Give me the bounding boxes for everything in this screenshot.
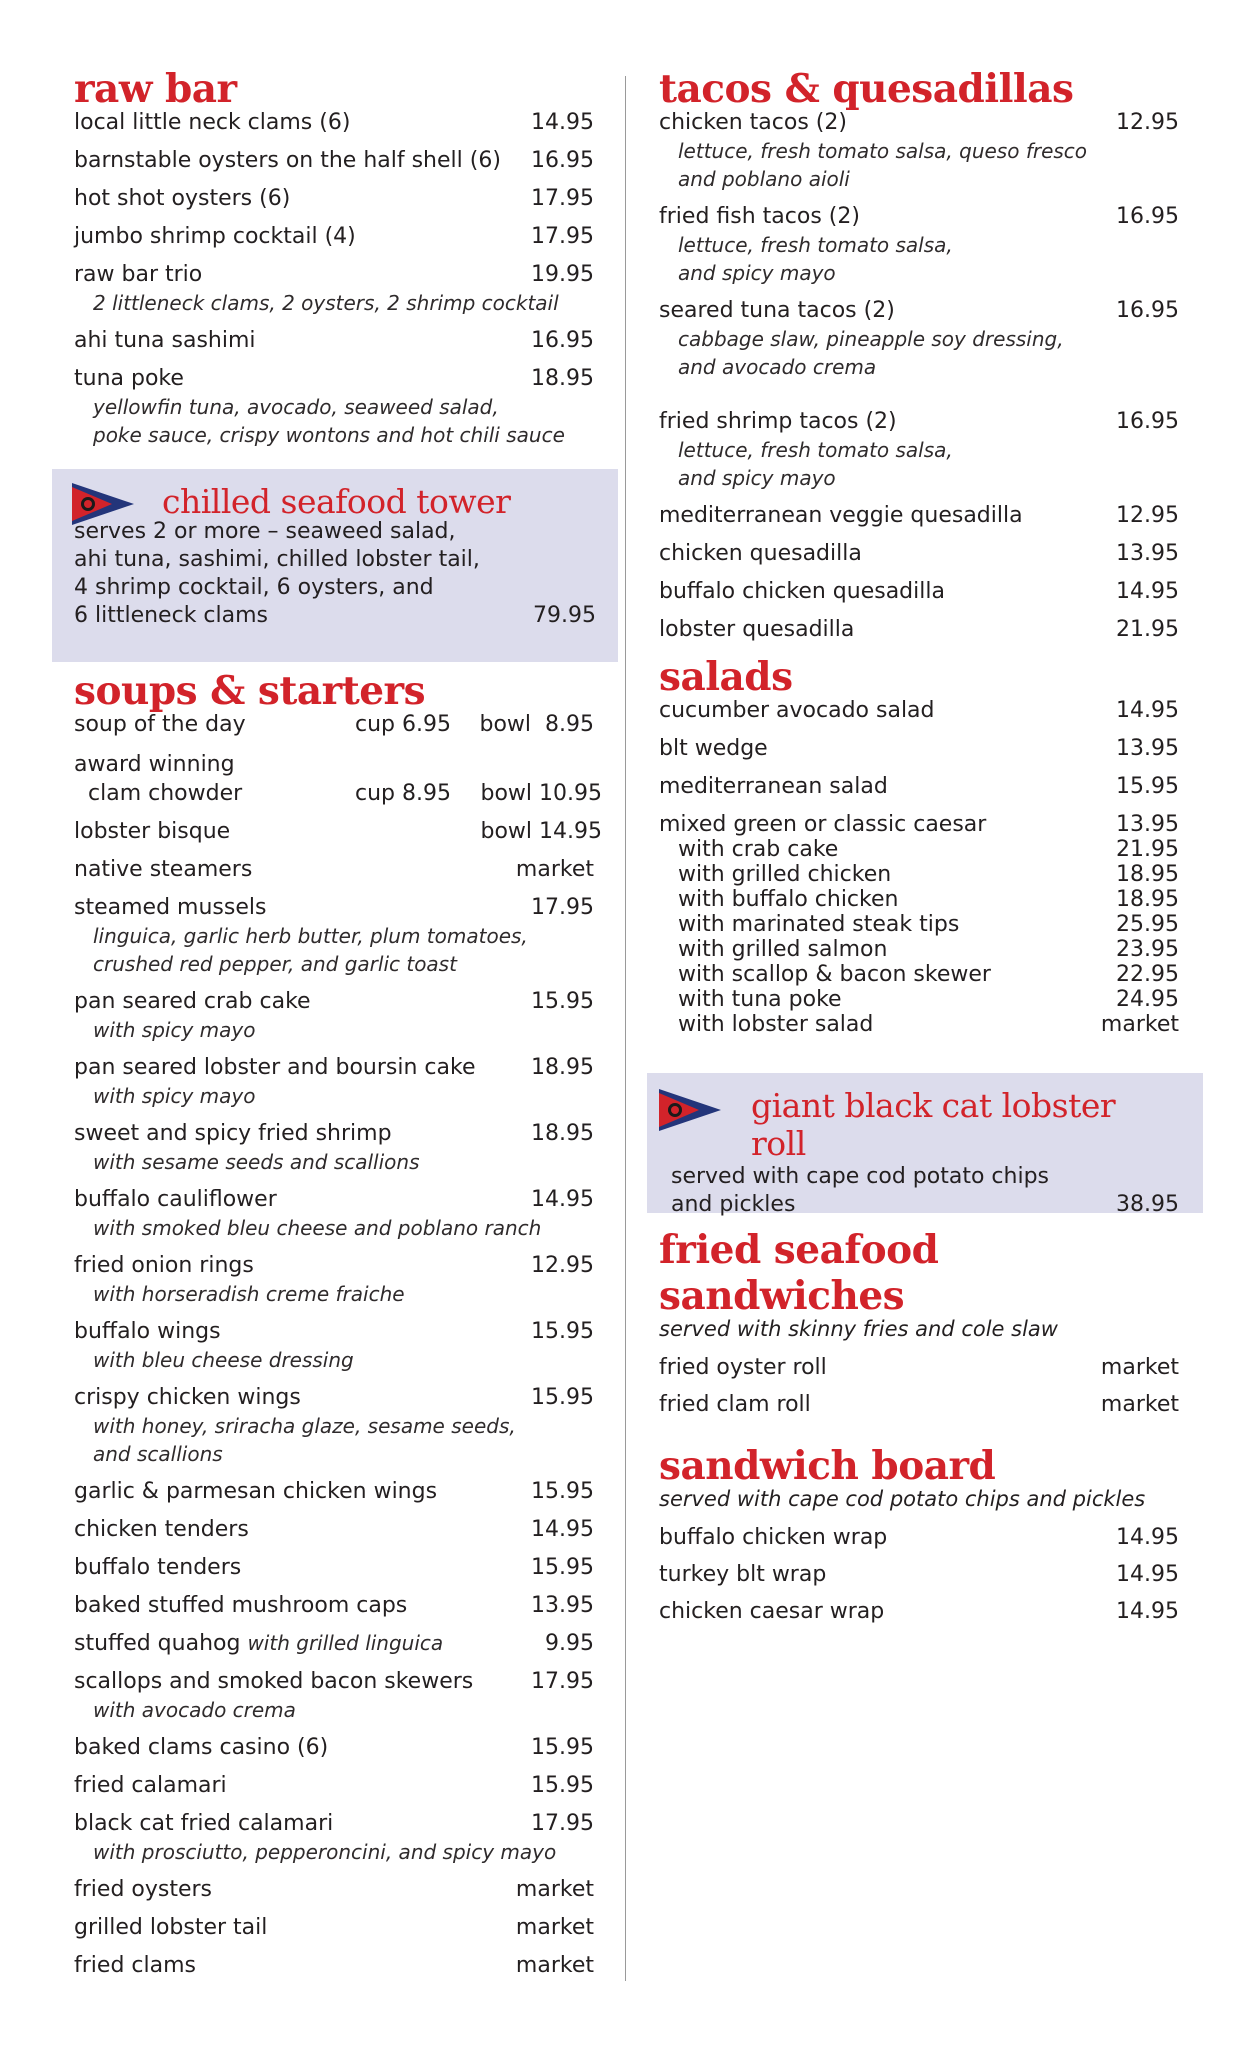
item-name: soup of the day	[74, 712, 246, 737]
feature-line: 6 littleneck clams	[74, 603, 269, 628]
item-price: 16.95	[1116, 204, 1179, 229]
item-description: lettuce, fresh tomato salsa, queso fresco	[678, 139, 1088, 163]
lobster-roll-title: giant black cat lobster roll	[751, 1086, 1116, 1163]
item-price: 12.95	[1116, 503, 1179, 528]
item-description: with prosciutto, pepperoncini, and spicy mayo	[93, 1840, 557, 1864]
item-name: fried oyster roll	[659, 1355, 827, 1380]
item-price: 14.95	[1116, 698, 1179, 723]
item-price: 18.95	[531, 1055, 594, 1080]
item-name: buffalo wings	[74, 1319, 221, 1344]
item-name: fried onion rings	[74, 1253, 254, 1278]
item-name: jumbo shrimp cocktail (4)	[74, 224, 356, 249]
feature-price: 79.95	[533, 603, 596, 628]
item-price: market	[515, 1953, 594, 1978]
item-description: yellowfin tuna, avocado, seaweed salad,	[93, 395, 499, 419]
item-name: fried shrimp tacos (2)	[659, 409, 897, 434]
item-name: blt wedge	[659, 736, 768, 761]
item-price: 15.95	[531, 1479, 594, 1504]
menu-item	[74, 326, 594, 355]
item-price: 21.95	[1116, 837, 1179, 862]
burgee-flag-icon	[72, 483, 134, 525]
fried-seafood-sandwiches-section	[659, 1227, 1179, 1419]
cup-price: cup 6.95	[355, 712, 451, 737]
feature-line: 4 shrimp cocktail, 6 oysters, and	[74, 575, 434, 600]
item-price: 14.95	[531, 110, 594, 135]
item-price: 14.95	[1116, 1525, 1179, 1550]
item-name: raw bar trio	[74, 262, 203, 287]
menu-item	[74, 1119, 594, 1176]
item-name: pan seared lobster and boursin cake	[74, 1055, 476, 1080]
item-description: with bleu cheese dressing	[93, 1348, 354, 1372]
item-name: buffalo chicken quesadilla	[659, 579, 945, 604]
item-price: 9.95	[545, 1631, 594, 1656]
menu-item	[74, 1591, 594, 1620]
feature-line: ahi tuna, sashimi, chilled lobster tail,	[74, 547, 480, 572]
salads-section	[659, 654, 1179, 1039]
item-name: native steamers	[74, 857, 253, 882]
item-description: poke sauce, crispy wontons and hot chili sauce	[93, 423, 565, 447]
menu-item	[659, 1597, 1179, 1626]
menu-item	[659, 202, 1179, 287]
lobster-roll-box	[647, 1073, 1203, 1217]
item-name: lobster quesadilla	[659, 617, 855, 642]
chilled-seafood-tower-box	[52, 469, 618, 662]
menu-item	[74, 893, 594, 978]
menu-item	[659, 1560, 1179, 1589]
menu-item	[74, 1629, 594, 1658]
item-name: chicken quesadilla	[659, 541, 862, 566]
item-name: baked stuffed mushroom caps	[74, 1593, 408, 1618]
menu-item	[659, 407, 1179, 492]
item-name: mediterranean veggie quesadilla	[659, 503, 1023, 528]
item-price: 24.95	[1116, 987, 1179, 1012]
menu-item	[74, 1913, 594, 1942]
item-name: sweet and spicy fried shrimp	[74, 1121, 392, 1146]
item-price: 13.95	[1116, 736, 1179, 761]
item-description: lettuce, fresh tomato salsa,	[678, 438, 953, 462]
item-name: chicken caesar wrap	[659, 1599, 885, 1624]
item-price: 13.95	[1116, 812, 1179, 837]
item-price: 14.95	[1116, 1599, 1179, 1624]
salad-addon-item	[659, 1010, 1179, 1039]
bowl-price: bowl 14.95	[480, 819, 602, 844]
bowl-price: bowl 10.95	[480, 781, 602, 806]
bowl-price: bowl 8.95	[479, 712, 594, 737]
menu-item	[659, 696, 1179, 725]
menu-item	[659, 108, 1179, 193]
item-name: pan seared crab cake	[74, 989, 311, 1014]
item-price: 21.95	[1116, 617, 1179, 642]
sandwich-board-heading: sandwich board	[659, 1443, 996, 1489]
item-description: and spicy mayo	[678, 261, 836, 285]
item-price: 22.95	[1116, 962, 1179, 987]
item-name: stuffed quahog	[74, 1631, 241, 1656]
item-description: and poblano aioli	[678, 167, 850, 191]
item-price: 16.95	[1116, 409, 1179, 434]
item-price: 15.95	[531, 1555, 594, 1580]
item-price: 14.95	[1116, 1562, 1179, 1587]
item-name: barnstable oysters on the half shell (6)	[74, 148, 501, 173]
menu-item	[659, 1353, 1179, 1382]
item-price: 14.95	[1116, 579, 1179, 604]
item-price: 15.95	[531, 1735, 594, 1760]
item-name: steamed mussels	[74, 895, 267, 920]
item-price: 15.95	[531, 1319, 594, 1344]
item-name-cont: clam chowder	[88, 781, 243, 806]
menu-item	[659, 577, 1179, 606]
item-price: 15.95	[531, 1385, 594, 1410]
item-price: 14.95	[531, 1187, 594, 1212]
feature-price: 38.95	[1116, 1192, 1179, 1217]
cup-price: cup 8.95	[355, 781, 451, 806]
fried-sandwiches-list	[659, 1353, 1179, 1419]
item-name: fried clams	[74, 1953, 196, 1978]
item-name: ahi tuna sashimi	[74, 328, 256, 353]
item-price: 18.95	[1116, 887, 1179, 912]
item-description: with spicy mayo	[93, 1084, 256, 1108]
item-description: with avocado crema	[93, 1698, 296, 1722]
menu-item	[74, 222, 594, 251]
menu-item	[74, 1383, 594, 1468]
sandwich-board-list	[659, 1523, 1179, 1626]
menu-item	[74, 146, 594, 175]
item-price: market	[515, 1915, 594, 1940]
item-description: and avocado crema	[678, 355, 877, 379]
item-price: 12.95	[1116, 110, 1179, 135]
item-name: garlic & parmesan chicken wings	[74, 1479, 438, 1504]
item-price: 18.95	[531, 366, 594, 391]
left-column	[74, 66, 602, 1980]
item-price: 17.95	[531, 895, 594, 920]
soups-starters-heading: soups & starters	[74, 668, 426, 714]
item-name: grilled lobster tail	[74, 1915, 268, 1940]
menu-item	[659, 1523, 1179, 1552]
item-name: fried oysters	[74, 1877, 213, 1902]
menu-item	[74, 1553, 594, 1582]
item-price: 18.95	[531, 1121, 594, 1146]
item-price: market	[1100, 1012, 1179, 1037]
feature-line: served with cape cod potato chips	[671, 1164, 1049, 1189]
item-name: with grilled salmon	[678, 937, 888, 962]
raw-bar-section	[74, 66, 594, 449]
menu-item	[74, 364, 594, 449]
item-name: turkey blt wrap	[659, 1562, 827, 1587]
menu-item	[74, 987, 594, 1044]
item-name: buffalo cauliflower	[74, 1187, 277, 1212]
item-name: with buffalo chicken	[678, 887, 899, 912]
menu-item	[74, 817, 602, 846]
menu-item	[74, 710, 594, 739]
item-description: and scallions	[93, 1442, 223, 1466]
item-price: 25.95	[1116, 912, 1179, 937]
item-description: with sesame seeds and scallions	[93, 1150, 420, 1174]
menu-item	[74, 1771, 594, 1800]
item-price: 13.95	[531, 1593, 594, 1618]
item-price: 17.95	[531, 224, 594, 249]
feature-line: serves 2 or more – seaweed salad,	[74, 519, 456, 544]
feature-line: and pickles	[671, 1192, 796, 1217]
soups-starters-section	[74, 668, 602, 1980]
item-description: with honey, sriracha glaze, sesame seeds,	[93, 1414, 516, 1438]
item-name: lobster bisque	[74, 819, 231, 844]
menu-item	[74, 855, 594, 884]
menu-item	[74, 1733, 594, 1762]
item-name: mixed green or classic caesar	[659, 812, 987, 837]
menu-item	[659, 772, 1179, 801]
item-price: market	[515, 1877, 594, 1902]
item-description: with smoked bleu cheese and poblano ranch	[93, 1216, 542, 1240]
item-name: chicken tacos (2)	[659, 110, 847, 135]
item-price: 15.95	[1116, 774, 1179, 799]
item-name: black cat fried calamari	[74, 1811, 334, 1836]
menu-item	[74, 1251, 594, 1308]
item-price: 12.95	[531, 1253, 594, 1278]
menu-item	[74, 1317, 594, 1374]
menu-item	[74, 1185, 594, 1242]
raw-bar-list	[74, 108, 594, 449]
item-name: with grilled chicken	[678, 862, 892, 887]
item-inline-description: with grilled linguica	[247, 1631, 444, 1655]
item-price: 17.95	[531, 186, 594, 211]
menu-item	[74, 1667, 594, 1724]
menu-item	[659, 296, 1179, 381]
tacos-list	[659, 108, 1179, 644]
item-description: crushed red pepper, and garlic toast	[93, 952, 457, 976]
sandwich-board-section	[659, 1443, 1179, 1626]
item-name: scallops and smoked bacon skewers	[74, 1669, 474, 1694]
menu-item	[659, 539, 1179, 568]
item-price: 17.95	[531, 1811, 594, 1836]
item-price: 15.95	[531, 1773, 594, 1798]
column-divider	[625, 76, 626, 1981]
salads-heading: salads	[659, 654, 793, 700]
item-price: 23.95	[1116, 937, 1179, 962]
tower-description	[74, 518, 596, 630]
item-name: hot shot oysters (6)	[74, 186, 291, 211]
item-name: buffalo tenders	[74, 1555, 242, 1580]
item-price: market	[1100, 1392, 1179, 1417]
sandwich-board-subtitle: served with cape cod potato chips and pickles	[659, 1487, 1146, 1511]
menu-item	[659, 615, 1179, 644]
right-column	[659, 66, 1179, 1626]
item-description: with spicy mayo	[93, 1018, 256, 1042]
menu-item	[74, 108, 594, 137]
starters-list-2	[74, 1667, 594, 1980]
item-price: 17.95	[531, 1669, 594, 1694]
item-price: market	[1100, 1355, 1179, 1380]
item-description: cabbage slaw, pineapple soy dressing,	[678, 327, 1064, 351]
menu-item	[74, 1951, 594, 1980]
menu-item	[74, 184, 594, 213]
item-name: mediterranean salad	[659, 774, 888, 799]
item-description: 2 littleneck clams, 2 oysters, 2 shrimp cocktail	[93, 291, 559, 315]
item-name: fried clam roll	[659, 1392, 811, 1417]
item-price: 16.95	[531, 328, 594, 353]
item-name: with scallop & bacon skewer	[678, 962, 991, 987]
item-price: 18.95	[1116, 862, 1179, 887]
menu-item	[659, 734, 1179, 763]
lobster-roll-description	[671, 1163, 1179, 1219]
item-name: seared tuna tacos (2)	[659, 298, 895, 323]
menu-item	[74, 1477, 594, 1506]
item-description: linguica, garlic herb butter, plum tomatoes,	[93, 924, 528, 948]
item-name: with lobster salad	[678, 1012, 874, 1037]
item-description: and spicy mayo	[678, 466, 836, 490]
fried-sandwiches-subtitle: served with skinny fries and cole slaw	[659, 1317, 1058, 1341]
menu-item	[74, 1515, 594, 1544]
item-name: crispy chicken wings	[74, 1385, 301, 1410]
item-price: market	[515, 857, 594, 882]
item-name: fried fish tacos (2)	[659, 204, 860, 229]
item-price: 16.95	[1116, 298, 1179, 323]
item-name: buffalo chicken wrap	[659, 1525, 888, 1550]
item-price: 16.95	[531, 148, 594, 173]
menu-item	[74, 1809, 594, 1866]
item-name: local little neck clams (6)	[74, 110, 351, 135]
item-name: with crab cake	[678, 837, 839, 862]
item-name: tuna poke	[74, 366, 184, 391]
item-price: 13.95	[1116, 541, 1179, 566]
item-name: chicken tenders	[74, 1517, 249, 1542]
item-name: fried calamari	[74, 1773, 227, 1798]
item-name: with marinated steak tips	[678, 912, 960, 937]
starters-list	[74, 855, 594, 1620]
item-name: award winning	[74, 752, 235, 777]
raw-bar-heading: raw bar	[74, 66, 237, 112]
salads-list	[659, 696, 1179, 839]
salad-addons-list	[659, 835, 1179, 1039]
item-description: with horseradish creme fraiche	[93, 1282, 405, 1306]
burgee-flag-icon	[659, 1089, 721, 1131]
fried-sandwiches-heading: fried seafood sandwiches	[659, 1227, 939, 1319]
tower-title: chilled seafood tower	[162, 482, 511, 521]
item-description: lettuce, fresh tomato salsa,	[678, 233, 953, 257]
menu-item	[74, 1875, 594, 1904]
item-name: with tuna poke	[678, 987, 842, 1012]
item-price: 15.95	[531, 989, 594, 1014]
item-price: 14.95	[531, 1517, 594, 1542]
item-name: cucumber avocado salad	[659, 698, 935, 723]
item-price: 19.95	[531, 262, 594, 287]
tacos-section	[659, 66, 1179, 644]
tacos-heading: tacos & quesadillas	[659, 66, 1074, 112]
menu-item	[659, 501, 1179, 530]
menu-item	[659, 1390, 1179, 1419]
item-name: baked clams casino (6)	[74, 1735, 329, 1760]
menu-item	[74, 260, 594, 317]
menu-item	[74, 750, 602, 808]
menu-item	[74, 1053, 594, 1110]
